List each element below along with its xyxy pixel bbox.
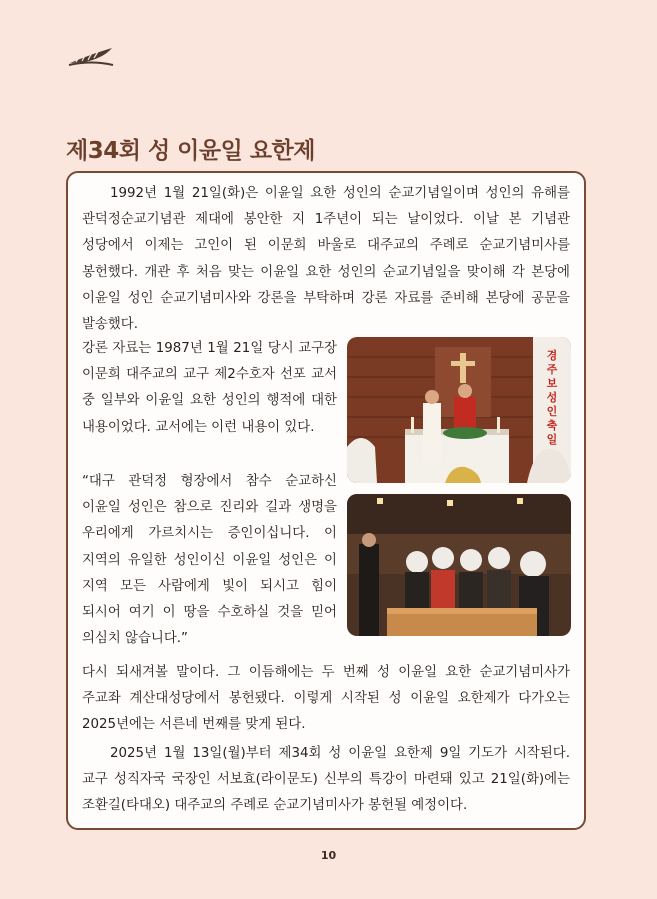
- article-box: [66, 171, 586, 830]
- altar-mass-photo: [347, 337, 571, 483]
- svg-text:경: 경: [546, 349, 558, 362]
- paragraph-history: 다시 되새겨볼 말이다. 그 이듬해에는 두 번째 성 이윤일 요한 순교기념미사가 주교좌 계산대성당에서 봉헌됐다. 이렇게 시작된 성 이윤일 요한제가 다가오는 2025년에는 서른네 번째를 맞게 된다.: [82, 665, 570, 733]
- paragraph-pastoral-letter-quote: “대구 관덕정 형장에서 참수 순교하신 이윤일 성인은 참으로 진리와 길과 생명을 우리에게 가르치시는 증인이십니다. 이 지역의 유일한 성인이신 이윤일 성인은 이 지역 모든 사람에게 빛이 되시고 힘이 되시어 여기 이 땅을 수호하실 것을 믿어 의심치 않습니다.”: [82, 474, 337, 647]
- congregation-photo: [347, 494, 571, 636]
- svg-text:인: 인: [546, 405, 558, 418]
- svg-text:축: 축: [546, 419, 558, 432]
- svg-text:주: 주: [546, 363, 558, 376]
- feather-logo-icon: [68, 46, 114, 68]
- svg-text:성: 성: [546, 391, 558, 404]
- svg-text:일: 일: [546, 433, 558, 446]
- paragraph-sermon-material: 강론 자료는 1987년 1월 21일 당시 교구장 이문희 대주교의 교구 제2수호자 선포 교서 중 일부와 이윤일 요한 성인의 행적에 대한 내용이었다. 교서에는 이런 내용이 있다.: [82, 341, 337, 435]
- paragraph-intro: 1992년 1월 21일(화)은 이윤일 요한 성인의 순교기념일이며 성인의 유해를 관덕정순교기념관 제대에 봉안한 지 1주년이 되는 날이었다. 이날 본 기념관 성당에서 이제는 고인이 된 이문희 바울로 대주교의 주례로 순교기념미사를 봉헌했다. 개관 후 처음 맞는 이윤일 요한 성인의 순교기념일을 맞이해 각 본당에 이윤일 성인 순교기념미사와 강론을 부탁하며 강론 자료를 준비해 본당에 공문을 발송했다.: [82, 186, 570, 333]
- paragraph-schedule: 2025년 1월 13일(월)부터 제34회 성 이윤일 요한제 9일 기도가 시작된다. 교구 성직자국 국장인 서보효(라이문도) 신부의 특강이 마련돼 있고 21일(화)에는 조환길(타대오) 대주교의 주례로 순교기념미사가 봉헌될 예정이다.: [82, 746, 570, 814]
- svg-text:보: 보: [546, 377, 558, 390]
- page-number: 10: [320, 849, 337, 862]
- page-title: 제34회 성 이윤일 요한제: [66, 138, 315, 164]
